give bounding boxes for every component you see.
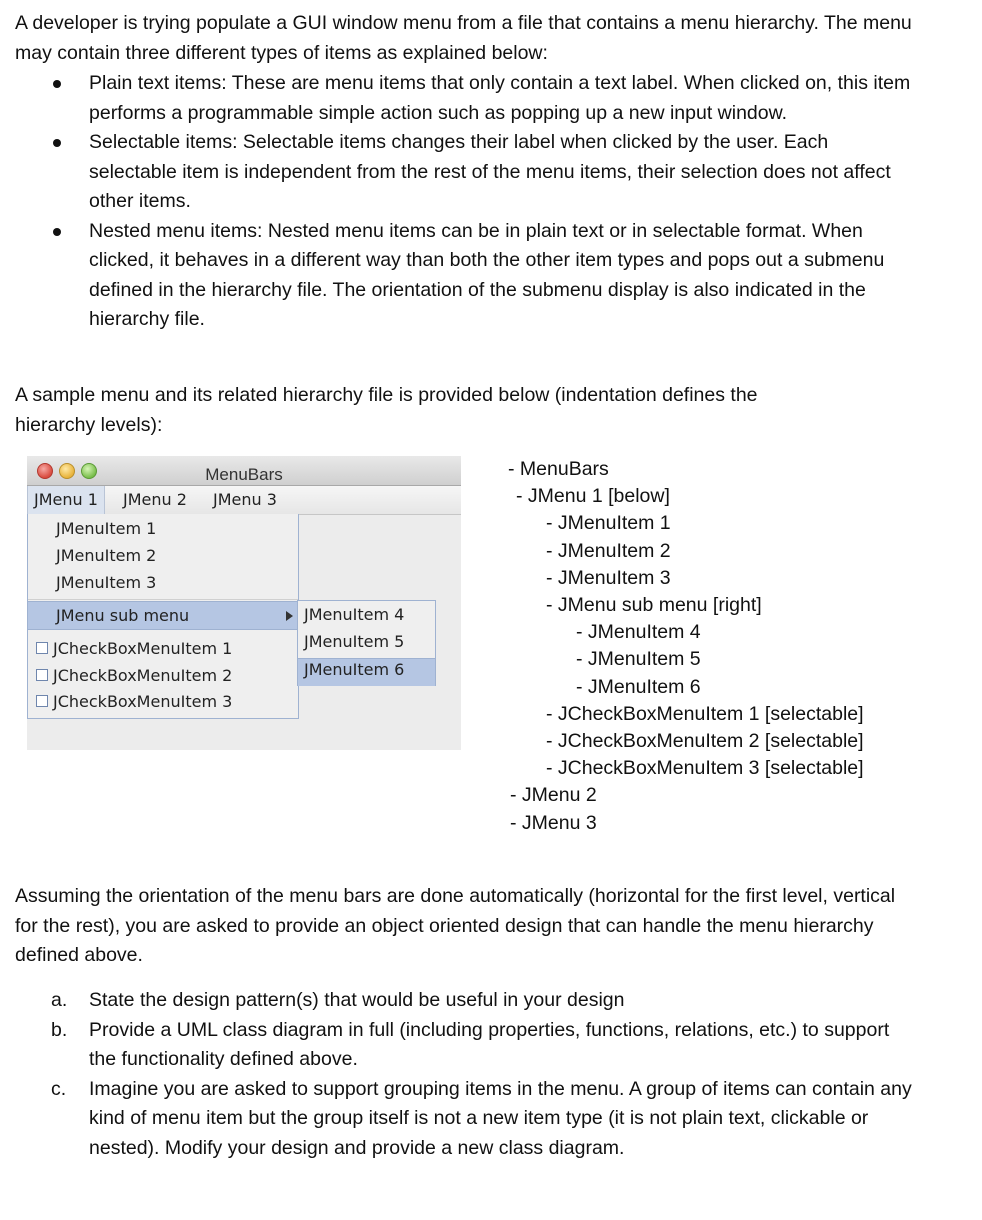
hierarchy-line: - JMenuItem 5 [576,648,701,671]
checkbox-menu-item-1 [36,636,232,662]
dropdown-menu [27,514,299,719]
question-marker: c. [51,1077,67,1100]
hierarchy-line: - JMenu 3 [510,811,597,834]
menu-item-2: JMenuItem 2 [56,546,157,565]
intro-paragraph: A developer is trying populate a GUI window menu from a file that contains a menu hierarchy. The menu may contain three different types of items as explained below: [15,12,912,64]
bullet-text: Nested menu items: Nested menu items can be in plain text or in selectable format. When clicked, it behaves in a different way than both the other item types and pops out a submenu defined in the hierarchy file. The orientation of the submenu display is also indicated in the hierarchy file. [89,219,885,330]
submenu-item-4: JMenuItem 4 [304,605,405,624]
hierarchy-line: - JCheckBoxMenuItem 2 [selectable] [546,730,864,753]
submenu-item-5: JMenuItem 5 [304,632,405,651]
checkbox-menu-item-2 [36,663,232,689]
hierarchy-line: - MenuBars [508,458,609,480]
window-title: MenuBars [205,465,283,484]
window-titlebar [27,456,461,486]
list-item [15,128,915,217]
menubar-item-jmenu-1: JMenu 1 [27,486,105,514]
checkbox-icon [36,695,48,707]
question-marker: a. [51,989,68,1011]
bullet-text: Plain text items: These are menu items that only contain a text label. When clicked on, this item performs a programmable simple action such as popping up a new input window. [89,72,911,124]
menubar [27,486,461,515]
question-list [15,986,915,1163]
hierarchy-line: - JMenuItem 6 [576,675,701,698]
checkbox-icon [36,642,48,654]
submenu-popup [297,600,436,686]
list-item [15,217,915,335]
checkbox-menu-item-label: JCheckBoxMenuItem 1 [53,639,233,658]
question-text: Provide a UML class diagram in full (including properties, functions, relations, etc.) to support the functionality defined above. [89,1018,890,1070]
menubar-item-jmenu-3: JMenu 3 [213,490,277,509]
hierarchy-line: - JMenuItem 1 [546,512,671,535]
submenu-item [28,601,298,630]
hierarchy-line: - JCheckBoxMenuItem 3 [selectable] [546,757,864,780]
sample-menu-screenshot [27,456,461,750]
submenu-label: JMenu sub menu [56,606,190,625]
question-item [15,1075,915,1164]
menu-item-1: JMenuItem 1 [56,519,157,538]
question-marker: b. [51,1018,68,1041]
checkbox-menu-item-label: JCheckBoxMenuItem 3 [53,692,233,711]
menu-item-3: JMenuItem 3 [56,573,157,592]
hierarchy-line: - JMenu 1 [below] [516,485,670,508]
question-text: Imagine you are asked to support grouping items in the menu. A group of items can contain any kind of menu item but the group itself is not a new item type (it is not plain text, clickable or nested). Modify your design and provide a new class diagram. [89,1077,912,1159]
hierarchy-line: - JMenu 2 [510,784,597,807]
bullet-icon [53,80,61,88]
menubar-item-jmenu-2: JMenu 2 [123,490,187,509]
submenu-item-6: JMenuItem 6 [304,660,405,679]
assumption-paragraph: Assuming the orientation of the menu bars are done automatically (horizontal for the first level, vertical for the rest), you are asked to provide an object oriented design that can handle the menu hierarchy defined above. [15,885,896,966]
sample-intro-paragraph: A sample menu and its related hierarchy file is provided below (indentation defines the hierarchy levels): [15,384,758,436]
submenu-arrow-icon [286,611,293,621]
hierarchy-file [490,456,970,837]
question-text: State the design pattern(s) that would be useful in your design [89,989,625,1011]
checkbox-menu-item-3 [36,689,232,715]
list-item [15,69,915,128]
checkbox-menu-item-label: JCheckBoxMenuItem 2 [53,666,233,685]
item-type-list [15,69,915,335]
question-item [15,986,915,1016]
bullet-icon [53,228,61,236]
hierarchy-line: - JMenu sub menu [right] [546,594,762,617]
hierarchy-line: - JMenuItem 4 [576,621,701,644]
checkbox-icon [36,669,48,681]
menu-divider [28,599,298,600]
bullet-icon [53,139,61,147]
question-item [15,1016,915,1075]
hierarchy-line: - JMenuItem 2 [546,539,671,562]
hierarchy-line: - JMenuItem 3 [546,566,671,589]
hierarchy-line: - JCheckBoxMenuItem 1 [selectable] [546,702,864,725]
bullet-text: Selectable items: Selectable items changes their label when clicked by the user. Each selectable item is independent from the rest of the menu items, their selection does not affect other items. [89,131,891,212]
